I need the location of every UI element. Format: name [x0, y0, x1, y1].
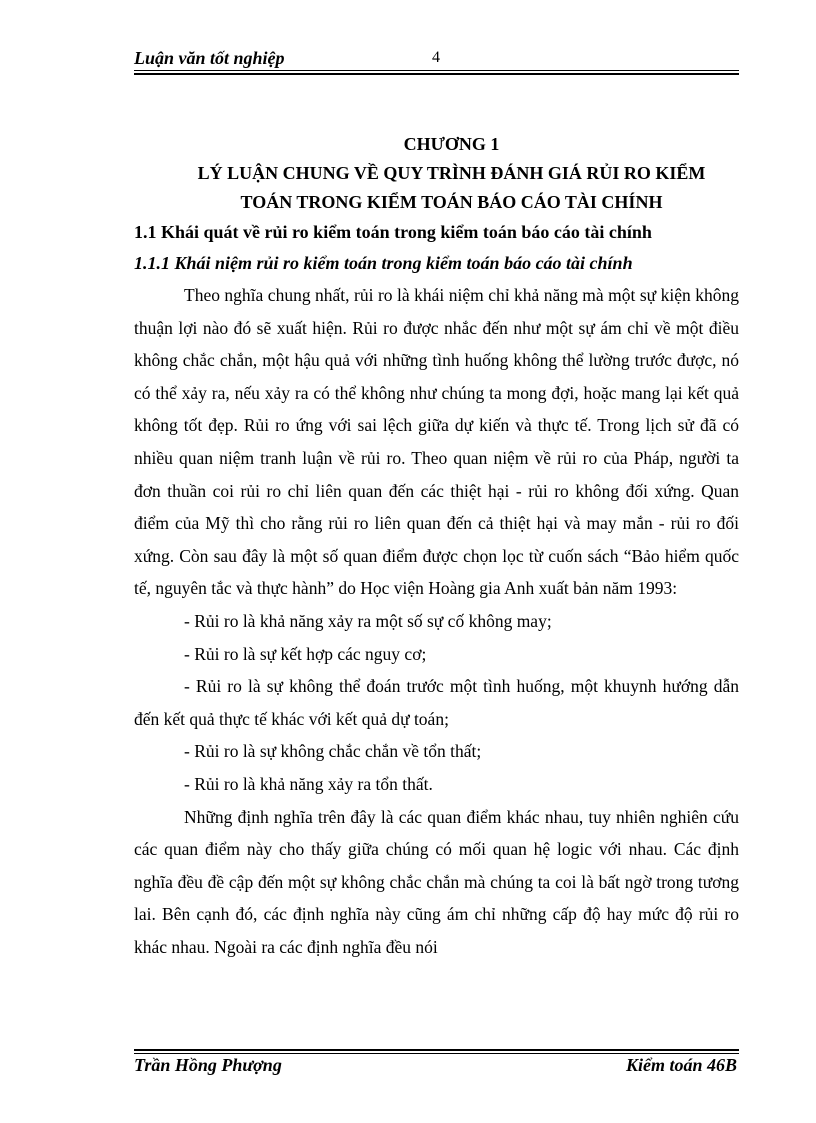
chapter-title-line1: LÝ LUẬN CHUNG VỀ QUY TRÌNH ĐÁNH GIÁ RỦI RO KIỂM	[197, 163, 706, 183]
bullet-item: - Rủi ro là sự không thể đoán trước một tình huống, một khuynh hướng dẫn đến kết quả thực tế khác với kết quả dự toán;	[134, 676, 739, 729]
chapter-title-line2: TOÁN TRONG KIỂM TOÁN BÁO CÁO TÀI CHÍNH	[240, 192, 663, 212]
bullet-item: - Rủi ro là sự không chắc chắn về tổn thất;	[184, 741, 482, 762]
page-content	[134, 130, 739, 963]
footer-class: Kiểm toán 46B	[625, 1055, 737, 1075]
header-rule-thick	[134, 73, 739, 75]
footer-author: Trần Hồng Phượng	[134, 1055, 282, 1075]
page-number: 4	[432, 49, 440, 66]
bullet-item: - Rủi ro là khả năng xảy ra tổn thất.	[184, 773, 433, 794]
bullet-item: - Rủi ro là khả năng xảy ra một số sự cố không may;	[184, 610, 552, 631]
section-heading: 1.1 Khái quát về rủi ro kiểm toán trong kiểm toán báo cáo tài chính	[134, 222, 652, 242]
paragraph-2: Những định nghĩa trên đây là các quan điểm khác nhau, tuy nhiên nghiên cứu các quan điểm này cho thấy giữa chúng có mối quan hệ logic với nhau. Các định nghĩa đều đề cập đến một sự không chắc chắn mà chúng ta coi là bất ngờ trong tương lai. Bên cạnh đó, các định nghĩa này cũng ám chỉ những cấp độ hay mức độ rủi ro khác nhau. Ngoài ra các định nghĩa đều nói	[134, 806, 739, 957]
header-rule-thin	[134, 70, 739, 71]
chapter-number: CHƯƠNG 1	[403, 134, 500, 154]
page-header	[134, 46, 738, 68]
paragraph-1: Theo nghĩa chung nhất, rủi ro là khái niệm chỉ khả năng mà một sự kiện không thuận lợi nào đó sẽ xuất hiện. Rủi ro được nhắc đến như một sự ám chỉ về một điều không chắc chắn, một hậu quả với những tình huống không thể lường trước được, nó có thể xảy ra, nếu xảy ra có thể không như chúng ta mong đợi, hoặc mang lại kết quả không tốt đẹp. Rủi ro ứng với sai lệch giữa dự kiến và thực tế. Trong lịch sử đã có nhiều quan niệm tranh luận về rủi ro. Theo quan niệm về rủi ro của Pháp, người ta đơn thuần coi rủi ro chỉ liên quan đến các thiệt hại - rủi ro không đối xứng. Quan điểm của Mỹ thì cho rằng rủi ro liên quan đến cả thiệt hại và may mắn - rủi ro đối xứng. Còn sau đây là một số quan điểm được chọn lọc từ cuốn sách “Bảo hiểm quốc tế, nguyên tắc và thực hành” do Học viện Hoàng gia Anh xuất bản năm 1993:	[134, 285, 739, 599]
subsection-heading: 1.1.1 Khái niệm rủi ro kiểm toán trong kiểm toán báo cáo tài chính	[134, 253, 633, 273]
footer-rule-thick	[134, 1049, 739, 1051]
footer-rule-thin	[134, 1053, 739, 1054]
bullet-item: - Rủi ro là sự kết hợp các nguy cơ;	[184, 643, 427, 664]
page-footer	[134, 1055, 739, 1077]
header-title: Luận văn tốt nghiệp	[134, 48, 285, 68]
